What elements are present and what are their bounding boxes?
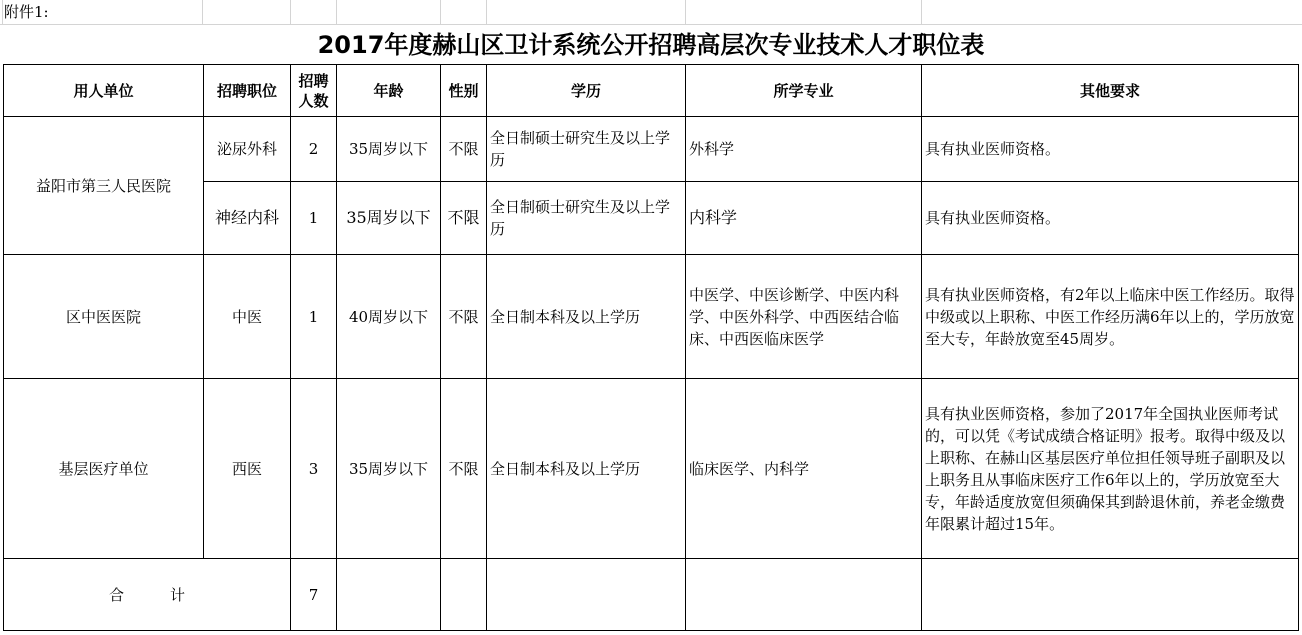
table-row — [4, 255, 1299, 379]
table-row — [4, 117, 1299, 182]
header-count-line1: 招聘 — [298, 71, 329, 90]
major-cell: 中医学、中医诊断学、中医内科学、中医外科学、中西医结合临床、中西医临床医学 — [686, 255, 922, 379]
total-label — [4, 559, 291, 631]
position-cell: 神经内科 — [204, 182, 291, 255]
table-header-row — [4, 65, 1299, 117]
count-cell: 3 — [291, 379, 337, 559]
header-count — [291, 65, 337, 117]
unit-cell: 益阳市第三人民医院 — [4, 117, 204, 255]
count-cell: 1 — [291, 182, 337, 255]
attachment-label: 附件1: — [4, 3, 49, 21]
other-cell: 具有执业医师资格。 — [922, 117, 1299, 182]
age-cell: 40周岁以下 — [337, 255, 441, 379]
major-cell: 内科学 — [686, 182, 922, 255]
header-count-line2: 人数 — [298, 91, 329, 110]
total-label-char1: 合 — [108, 585, 124, 604]
total-count: 7 — [291, 559, 337, 631]
major-cell: 临床医学、内科学 — [686, 379, 922, 559]
major-cell: 外科学 — [686, 117, 922, 182]
header-position: 招聘职位 — [204, 65, 291, 117]
total-label-char2: 计 — [170, 585, 186, 604]
education-cell: 全日制本科及以上学历 — [487, 255, 686, 379]
empty-cell — [487, 559, 686, 631]
header-age: 年龄 — [337, 65, 441, 117]
header-other: 其他要求 — [922, 65, 1299, 117]
empty-cell — [441, 559, 487, 631]
age-cell: 35周岁以下 — [337, 182, 441, 255]
education-cell: 全日制硕士研究生及以上学历 — [487, 182, 686, 255]
position-cell: 西医 — [204, 379, 291, 559]
unit-cell: 基层医疗单位 — [4, 379, 204, 559]
other-cell: 具有执业医师资格，参加了2017年全国执业医师考试的，可以凭《考试成绩合格证明》报考。取得中级及以上职称、在赫山区基层医疗单位担任领导班子副职及以上职务且从事临床医疗工作6年以上的，学历放宽至大专，年龄适度放宽但须确保其到龄退休前，养老金缴费年限累计超过15年。 — [922, 379, 1299, 559]
gender-cell: 不限 — [441, 255, 487, 379]
gender-cell: 不限 — [441, 379, 487, 559]
position-cell: 中医 — [204, 255, 291, 379]
total-row — [4, 559, 1299, 631]
age-cell: 35周岁以下 — [337, 379, 441, 559]
other-cell: 具有执业医师资格。 — [922, 182, 1299, 255]
empty-cell — [922, 559, 1299, 631]
page-title: 2017年度赫山区卫计系统公开招聘高层次专业技术人才职位表 — [317, 31, 985, 59]
education-cell: 全日制本科及以上学历 — [487, 379, 686, 559]
table-row — [4, 379, 1299, 559]
age-cell: 35周岁以下 — [337, 117, 441, 182]
header-unit: 用人单位 — [4, 65, 204, 117]
other-cell: 具有执业医师资格，有2年以上临床中医工作经历。取得中级或以上职称、中医工作经历满6年以上的，学历放宽至大专，年龄放宽至45周岁。 — [922, 255, 1299, 379]
count-cell: 2 — [291, 117, 337, 182]
spreadsheet-grid-band — [0, 0, 1302, 25]
education-cell: 全日制硕士研究生及以上学历 — [487, 117, 686, 182]
unit-cell: 区中医医院 — [4, 255, 204, 379]
recruitment-table — [3, 64, 1299, 631]
header-major: 所学专业 — [686, 65, 922, 117]
count-cell: 1 — [291, 255, 337, 379]
position-cell: 泌尿外科 — [204, 117, 291, 182]
gender-cell: 不限 — [441, 117, 487, 182]
header-gender: 性别 — [441, 65, 487, 117]
header-education: 学历 — [487, 65, 686, 117]
empty-cell — [686, 559, 922, 631]
empty-cell — [337, 559, 441, 631]
gender-cell: 不限 — [441, 182, 487, 255]
